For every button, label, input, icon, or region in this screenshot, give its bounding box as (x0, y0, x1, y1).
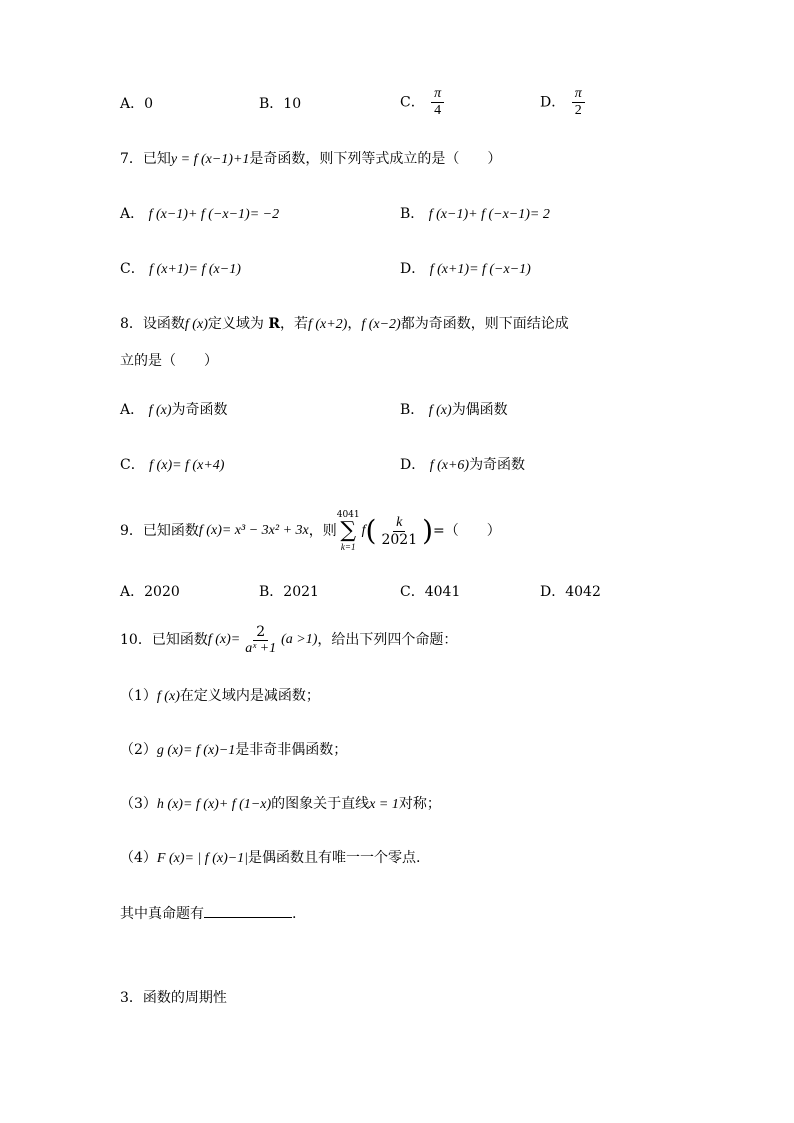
q8-option-b-math: f (x) (428, 403, 452, 418)
q10-prop-3-label: （3） (120, 796, 157, 812)
q8-math1: f (x) (184, 317, 208, 332)
q10-conclusion (120, 903, 296, 924)
q10-prop-4-label: （4） (120, 850, 157, 866)
q7-option-c-label: C． (120, 261, 145, 277)
q10-prop-1-math: f (x) (156, 689, 180, 704)
q9-mid: ，则 (308, 523, 337, 539)
q8-option-b-text: 为偶函数 (451, 402, 508, 418)
q6-option-c-fraction (431, 86, 444, 119)
q9-suffix: =（ ） (433, 523, 501, 539)
q7-option-d-math: f (x+1)= f (−x−1) (429, 262, 531, 277)
q10-conclusion-prefix: 其中真命题有 (120, 906, 204, 922)
q8-math2: f (x+2) (307, 317, 348, 332)
q8-line2-text: 立的是（ ） (120, 353, 218, 369)
q9-option-b-value: 2021 (283, 584, 319, 600)
sigma-icon: ∑ (340, 518, 357, 543)
section-title-text: 3．函数的周期性 (120, 990, 227, 1006)
answer-blank[interactable] (204, 903, 292, 918)
q7-option-d (400, 259, 531, 280)
q7-option-a (120, 204, 279, 225)
q8-bold-r: R (268, 316, 280, 332)
q6-option-d-denominator: 2 (574, 103, 582, 118)
q10-prop-4 (120, 848, 420, 869)
q8-number: 8． (120, 316, 143, 332)
q9-option-a (120, 582, 180, 602)
q9-sum-numerator: k (393, 515, 405, 532)
q10-frac-numerator: 2 (253, 624, 268, 641)
q6-option-d-numerator: π (572, 86, 585, 103)
q7-option-c (120, 259, 241, 280)
right-paren-icon: ) (422, 514, 434, 547)
q10-conclusion-suffix: . (292, 906, 297, 922)
q8-option-c-label: C． (120, 457, 145, 473)
q6-option-d-label: D． (540, 94, 566, 111)
q8-mid3: ， (347, 316, 362, 332)
q8-option-d (400, 455, 525, 476)
q8-mid1: 定义域为 (207, 316, 264, 332)
q6-option-c-numerator: π (431, 86, 444, 103)
q10-number: 10． (120, 632, 152, 648)
q9-option-c (400, 582, 460, 602)
q7-option-a-math: f (x−1)+ f (−x−1)= −2 (148, 207, 280, 222)
q8-option-a-text: 为奇函数 (171, 402, 228, 418)
q10-lhs: f (x)= (207, 632, 241, 647)
q6-option-a (120, 94, 153, 114)
q9-summation (337, 510, 360, 552)
q9-option-d-label: D． (540, 584, 566, 600)
q9-option-a-label: A． (120, 584, 145, 600)
q10-suffix: ，给出下列四个命题： (317, 632, 458, 648)
q6-option-d (540, 86, 587, 119)
q10-prop-2 (120, 740, 347, 761)
q10-frac-denominator: aˣ +1 (245, 640, 277, 656)
q9-sum-fraction (378, 515, 420, 548)
q10-prop-3-text2: 对称； (398, 796, 441, 812)
q8-option-d-text: 为奇函数 (469, 457, 526, 473)
q8-option-b (400, 400, 508, 421)
q9-math: f (x)= x³ − 3x² + 3x (198, 523, 309, 538)
q9-option-a-value: 2020 (144, 584, 180, 600)
q10-prop-2-label: （2） (120, 742, 157, 758)
q7-option-b-math: f (x−1)+ f (−x−1)= 2 (428, 207, 550, 222)
q6-option-c (400, 86, 446, 119)
q8-option-d-math: f (x+6) (429, 458, 470, 473)
q7-prefix: 已知 (142, 151, 171, 167)
q10-prop-4-text: 是偶函数且有唯一一个零点. (248, 850, 421, 866)
q8-mid2: ，若 (279, 316, 308, 332)
q10-prop-3 (120, 794, 441, 815)
q8-option-a-label: A． (120, 402, 145, 418)
q8-option-d-label: D． (400, 457, 426, 473)
q9-sum-f: f (361, 523, 366, 538)
q9-sum-upper: 4041 (336, 510, 360, 520)
q9-option-b (259, 582, 319, 602)
q10-prop-3-text1: 的图象关于直线 (271, 796, 370, 812)
q8-option-c-math: f (x)= f (x+4) (149, 458, 225, 473)
q7-option-a-label: A． (120, 206, 145, 222)
q7-option-c-math: f (x+1)= f (x−1) (149, 262, 241, 277)
q10-prop-2-math: g (x)= f (x)−1 (156, 743, 236, 758)
q6-option-c-denominator: 4 (434, 103, 442, 118)
q6-option-b (259, 94, 301, 114)
q6-option-c-label: C． (400, 94, 425, 111)
q9-option-d-value: 4042 (565, 584, 601, 600)
q9-stem (120, 508, 501, 554)
left-paren-icon: ( (365, 514, 377, 547)
q8-math3: f (x−2) (361, 317, 401, 332)
q10-prop-3-math: h (x)= f (x)+ f (1−x) (156, 797, 272, 812)
q10-prop-1-text: 在定义域内是减函数； (179, 688, 320, 704)
q8-option-c (120, 455, 224, 476)
q9-option-d (540, 582, 601, 602)
q6-option-b-label: B． (259, 96, 284, 112)
q7-suffix: 是奇函数，则下列等式成立的是（ ） (249, 151, 502, 167)
q9-sum-lower: k=1 (340, 542, 356, 552)
q7-number: 7． (120, 151, 143, 167)
q10-prop-4-math: F (x)= | f (x)−1| (156, 851, 249, 866)
q8-prefix: 设函数 (142, 316, 185, 332)
q8-option-a-math: f (x) (148, 403, 172, 418)
q8-mid4: 都为奇函数，则下面结论成 (400, 316, 569, 332)
q10-fraction (242, 624, 279, 657)
q10-prop-1 (120, 686, 320, 707)
q10-prop-2-text: 是非奇非偶函数； (235, 742, 348, 758)
q9-number: 9． (120, 523, 143, 539)
q6-option-b-value: 10 (283, 96, 302, 112)
q7-option-d-label: D． (400, 261, 426, 277)
q8-stem-line2 (120, 351, 218, 371)
section-title (120, 988, 227, 1008)
q7-stem (120, 149, 501, 170)
q6-option-a-label: A． (120, 96, 145, 112)
q9-prefix: 已知函数 (142, 523, 199, 539)
q8-option-a (120, 400, 228, 421)
q8-stem-line1 (120, 314, 569, 335)
q7-math: y = f (x−1)+1 (170, 152, 250, 167)
q10-stem (120, 620, 457, 660)
q10-condition: (a >1) (281, 632, 318, 647)
q10-prefix: 已知函数 (151, 632, 208, 648)
q9-option-c-label: C． (400, 584, 425, 600)
q10-prop-1-label: （1） (120, 688, 157, 704)
q9-option-c-value: 4041 (424, 584, 461, 600)
q9-sum-denominator: 2021 (381, 531, 418, 548)
q7-option-b-label: B． (400, 206, 425, 222)
q8-option-b-label: B． (400, 402, 425, 418)
q6-option-d-fraction (572, 86, 585, 119)
q7-option-b (400, 204, 550, 225)
q6-option-a-value: 0 (144, 96, 154, 112)
q9-option-b-label: B． (259, 584, 284, 600)
q10-prop-3-math2: x = 1 (369, 797, 399, 812)
